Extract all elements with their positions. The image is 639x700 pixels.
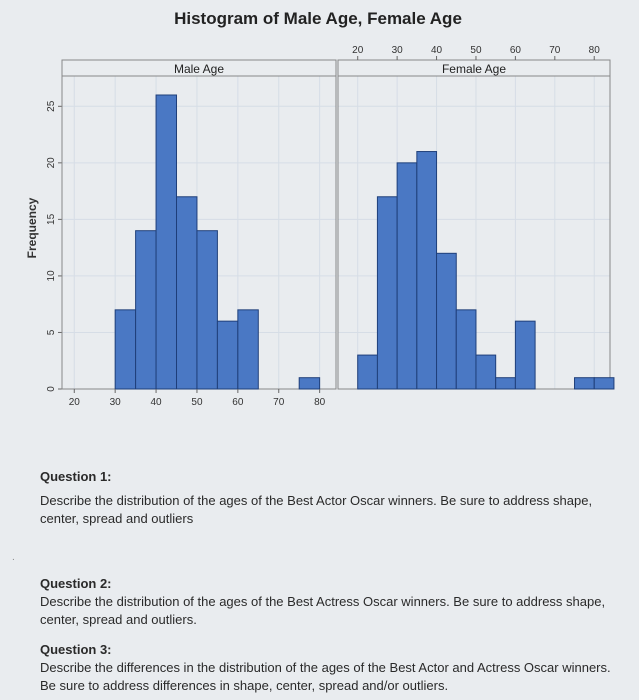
panel-label: Female Age xyxy=(441,62,507,76)
histogram-bar xyxy=(515,321,535,389)
x-tick-label: 40 xyxy=(430,45,443,56)
histogram-bar xyxy=(594,378,614,389)
histogram-bar xyxy=(217,321,237,389)
separator-dot: . xyxy=(12,552,15,563)
panel-label: Male Age xyxy=(173,62,225,76)
question-1 xyxy=(40,468,625,528)
histogram-bar xyxy=(417,152,437,389)
question-2-title: Question 2: xyxy=(40,576,112,591)
histogram-bar xyxy=(299,378,319,389)
y-tick-label: 25 xyxy=(46,100,57,112)
y-tick-label: 15 xyxy=(46,213,57,225)
x-tick-label: 40 xyxy=(150,397,162,408)
x-tick-label: 30 xyxy=(109,397,121,408)
histogram-bar xyxy=(456,310,476,389)
question-1-text: Describe the distribution of the ages of the Best Actor Oscar winners. Be sure to address shape, center, spread and outliers xyxy=(40,493,593,526)
histogram-bar xyxy=(156,95,176,389)
histogram-bar xyxy=(377,197,397,389)
x-tick-label: 80 xyxy=(314,397,326,408)
histogram-bar xyxy=(437,253,457,389)
question-3-text: Describe the differences in the distribution of the ages of the Best Actor and Actress Oscar winners. Be sure to address differences in shape, center, spread and/or outliers. xyxy=(40,660,611,693)
x-tick-label: 20 xyxy=(68,397,80,408)
y-tick-label: 5 xyxy=(46,329,57,336)
x-tick-label: 80 xyxy=(588,45,600,56)
question-3 xyxy=(40,641,625,695)
x-tick-label: 50 xyxy=(470,45,482,56)
y-tick-label: 10 xyxy=(46,270,57,282)
y-axis-label: Frequency xyxy=(25,197,39,259)
question-2-text: Describe the distribution of the ages of the Best Actress Oscar winners. Be sure to address shape, center, spread and outliers. xyxy=(40,594,606,627)
question-1-title: Question 1: xyxy=(40,469,112,484)
x-tick-label: 20 xyxy=(352,45,364,56)
x-tick-label: 70 xyxy=(273,397,285,408)
x-tick-label: 50 xyxy=(191,397,203,408)
histogram-bar xyxy=(238,310,258,389)
histogram-bar xyxy=(476,355,496,389)
y-tick-label: 0 xyxy=(46,386,57,392)
question-2 xyxy=(40,575,625,629)
x-tick-label: 30 xyxy=(391,45,403,56)
histogram-bar xyxy=(397,163,417,389)
histogram-bar xyxy=(197,231,217,389)
question-3-title: Question 3: xyxy=(40,642,112,657)
x-tick-label: 60 xyxy=(232,397,244,408)
chart-title: Histogram of Male Age, Female Age xyxy=(174,9,462,28)
x-tick-label: 70 xyxy=(549,45,561,56)
x-tick-label: 60 xyxy=(509,45,521,56)
histogram-bar xyxy=(136,231,156,389)
histogram-bar xyxy=(358,355,378,389)
histogram-bar xyxy=(115,310,135,389)
histogram-bar xyxy=(575,378,595,389)
y-tick-label: 20 xyxy=(46,157,57,169)
histogram-bar xyxy=(177,197,197,389)
histogram-bar xyxy=(496,378,516,389)
